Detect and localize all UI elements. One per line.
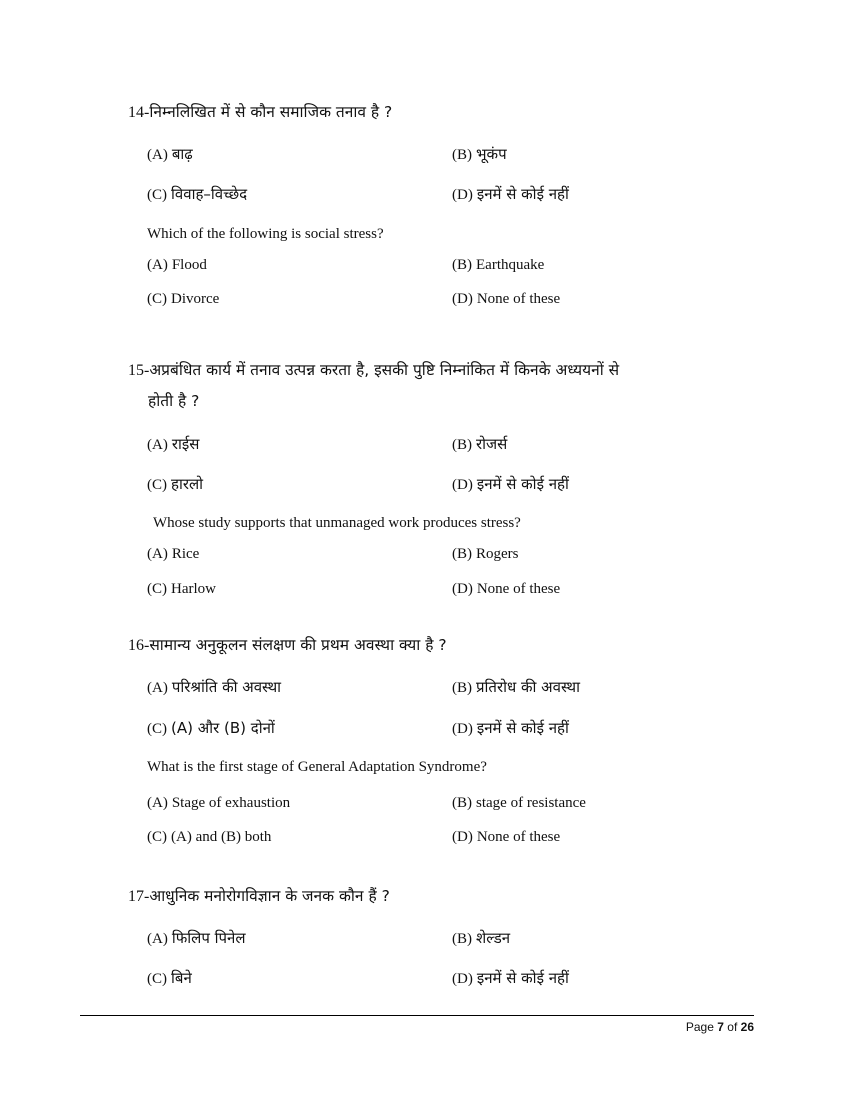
option-b-english: (B) Earthquake (452, 257, 545, 273)
hindi-options-row-1 (147, 928, 767, 952)
option-b-hindi: (B) प्रतिरोध की अवस्था (452, 678, 580, 696)
question-text-hindi (128, 97, 753, 128)
question-hindi: निम्नलिखित में से कौन समाजिक तनाव है ? (149, 103, 393, 121)
question-text-hindi (128, 630, 753, 661)
option-b-english: (B) Rogers (452, 546, 519, 562)
question-hindi-continued: होती है ? (148, 392, 200, 410)
option-a-hindi: (A) बाढ़ (147, 145, 193, 163)
question-english: What is the first stage of General Adaptation Syndrome? (147, 759, 487, 775)
english-options-row-1 (147, 256, 767, 280)
option-a-hindi: (A) फिलिप पिनेल (147, 929, 246, 947)
option-c-english: (C) Divorce (147, 291, 220, 307)
option-c-english: (C) (A) and (B) both (147, 829, 272, 845)
option-d-hindi: (D) इनमें से कोई नहीं (452, 475, 569, 493)
option-a-hindi: (A) राईस (147, 435, 200, 453)
option-c-hindi: (C) विवाह–विच्छेद (147, 185, 248, 203)
option-d-hindi: (D) इनमें से कोई नहीं (452, 969, 569, 987)
option-b-hindi: (B) शेल्डन (452, 929, 511, 947)
total-pages: 26 (740, 1020, 754, 1034)
option-a-english: (A) Flood (147, 257, 207, 273)
english-options-row-2 (147, 290, 767, 314)
page-word: Page (685, 1020, 714, 1034)
question-14 (128, 97, 753, 128)
question-15 (128, 355, 753, 416)
option-c-hindi: (C) (A) और (B) दोनों (147, 719, 275, 737)
option-d-hindi: (D) इनमें से कोई नहीं (452, 185, 569, 203)
english-options-row-1 (147, 545, 767, 569)
hindi-options-row-1 (147, 434, 767, 458)
question-hindi: अप्रबंधित कार्य में तनाव उत्पन्न करता है, इसकी पुष्टि निम्नांकित में किनके अध्ययनों से (149, 361, 620, 379)
page-number (686, 1020, 754, 1034)
option-d-hindi: (D) इनमें से कोई नहीं (452, 719, 569, 737)
question-english: Which of the following is social stress? (147, 226, 384, 242)
option-a-hindi: (A) परिश्रांति की अवस्था (147, 678, 282, 696)
question-16 (128, 630, 753, 661)
footer-divider (80, 1015, 754, 1016)
hindi-options-row-1 (147, 677, 767, 701)
option-b-hindi: (B) रोजर्स (452, 435, 508, 453)
hindi-options-row-1 (147, 144, 767, 168)
english-options-row-1 (147, 794, 767, 818)
option-d-english: (D) None of these (452, 291, 561, 307)
option-c-hindi: (C) बिने (147, 969, 192, 987)
of-word: of (727, 1020, 738, 1034)
english-options-row-2 (147, 580, 767, 604)
hindi-options-row-2 (147, 184, 767, 208)
option-b-english: (B) stage of resistance (452, 795, 586, 811)
question-number: 17- (128, 888, 150, 905)
option-c-hindi: (C) हारलो (147, 475, 204, 493)
english-options-row-2 (147, 828, 767, 852)
question-text-hindi (128, 355, 753, 416)
question-english: Whose study supports that unmanaged work produces stress? (153, 515, 521, 531)
question-number: 16- (128, 637, 150, 654)
option-b-hindi: (B) भूकंप (452, 145, 507, 163)
current-page: 7 (717, 1020, 724, 1034)
question-hindi: आधुनिक मनोरोगविज्ञान के जनक कौन हैं ? (149, 887, 390, 905)
hindi-options-row-2 (147, 718, 767, 742)
question-hindi: सामान्य अनुकूलन संलक्षण की प्रथम अवस्था क्या है ? (149, 636, 447, 654)
option-c-english: (C) Harlow (147, 581, 216, 597)
hindi-options-row-2 (147, 474, 767, 498)
hindi-options-row-2 (147, 968, 767, 992)
question-number: 15- (128, 362, 150, 379)
question-17 (128, 881, 753, 912)
option-d-english: (D) None of these (452, 581, 561, 597)
question-text-hindi (128, 881, 753, 912)
option-d-english: (D) None of these (452, 829, 561, 845)
option-a-english: (A) Rice (147, 546, 200, 562)
option-a-english: (A) Stage of exhaustion (147, 795, 291, 811)
question-number: 14- (128, 104, 150, 121)
